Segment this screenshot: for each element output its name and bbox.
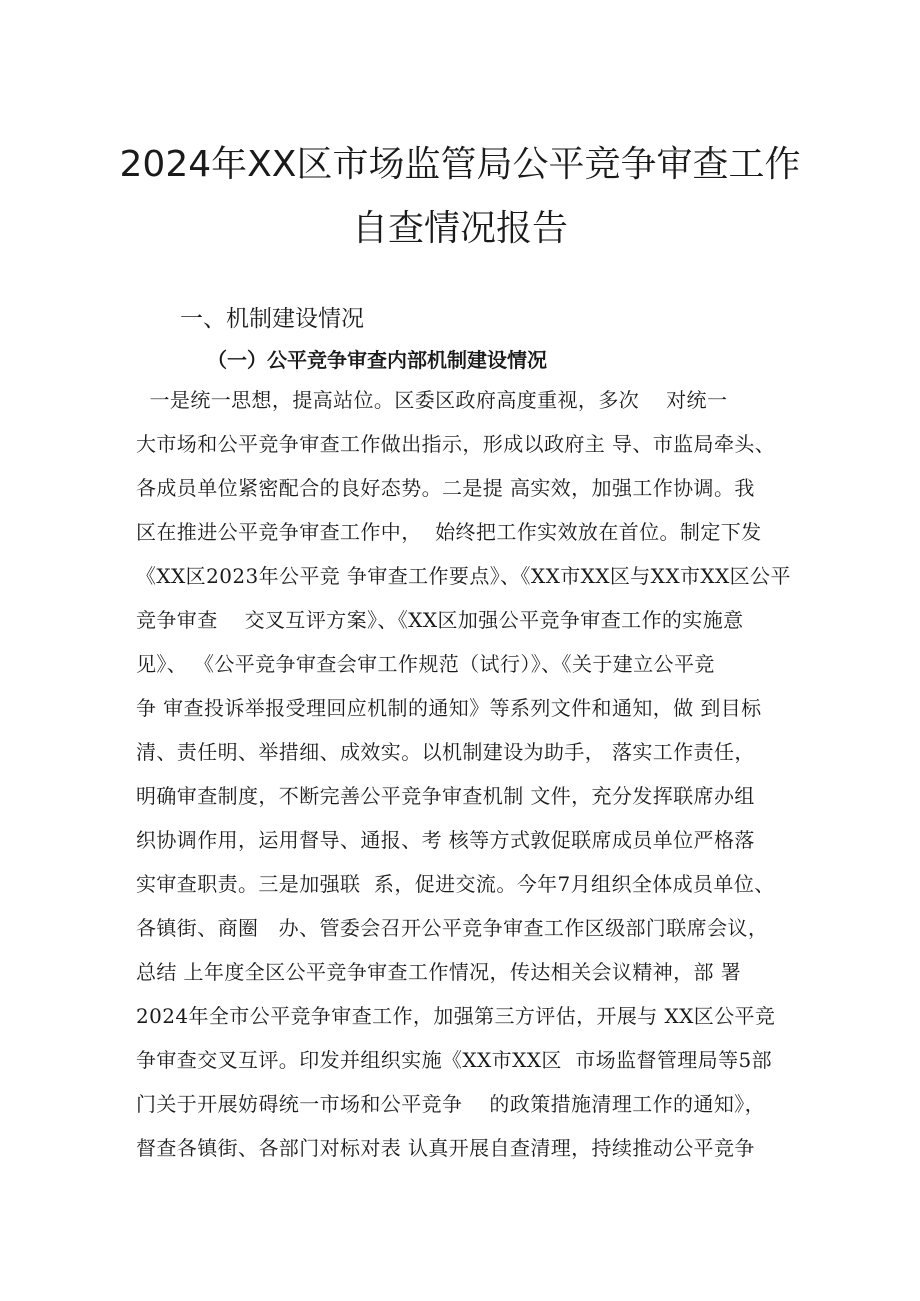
document-title-line-1: 2024年XX区市场监管局公平竞争审查工作 [119,144,801,185]
body-text-line: 竞争审查 交叉互评方案》、《XX区加强公平竞争审查工作的实施意 [136,608,744,632]
subsection-heading: （一）公平竞争审查内部机制建设情况 [207,348,547,372]
body-text-line: 清、责任明、举措细、成效实。以机制建设为助手， 落实工作责任， [136,740,755,764]
body-text-line: 区在推进公平竞争审查工作中， 始终把工作实效放在首位。制定下发 [136,520,762,544]
body-text-line: 一是统一思想，提高站位。区委区政府高度重视，多次 对统一 [136,388,728,412]
body-text-line: 督查各镇街、各部门对标对表 认真开展自查清理，持续推动公平竞争 [136,1136,755,1160]
body-text-line: 实审查职责。三是加强联 系，促进交流。今年7月组织全体成员单位、 [136,872,775,896]
body-text-line: 争审查交叉互评。印发并组织实施《XX市XX区 市场监督管理局等5部 [136,1048,772,1072]
document-title-line-2: 自查情况报告 [351,208,568,249]
body-text-line: 见》、 《公平竞争审查会审工作规范（试行）》、《关于建立公平竞 [136,652,715,676]
body-text-line: 大市场和公平竞争审查工作做出指示，形成以政府主 导、市监局牵头、 [136,432,776,456]
body-text-line: 争 审查投诉举报受理回应机制的通知》等系列文件和通知，做 到目标 [136,696,762,720]
body-text-line: 明确审查制度，不断完善公平竞争审查机制 文件，充分发挥联席办组 [136,784,755,808]
body-text-line: 各镇街、商圈 办、管委会召开公平竞争审查工作区级部门联席会议， [136,916,769,940]
body-text-line: 各成员单位紧密配合的良好态势。二是提 高实效，加强工作协调。我 [136,476,755,500]
section-heading: 一、机制建设情况 [180,306,364,332]
body-text-line: 2024年全市公平竞争审查工作，加强第三方评估，开展与 XX区公平竞 [136,1004,776,1028]
body-text-line: 《XX区2023年公平竞 争审查工作要点》、《XX市XX区与XX市XX区公平 [136,564,791,588]
body-text-line: 织协调作用，运用督导、通报、考 核等方式敦促联席成员单位严格落 [136,828,755,852]
body-text-line: 总结 上年度全区公平竞争审查工作情况，传达相关会议精神，部 署 [136,960,742,984]
body-text-line: 门关于开展妨碍统一市场和公平竞争 的政策措施清理工作的通知》， [136,1092,766,1116]
